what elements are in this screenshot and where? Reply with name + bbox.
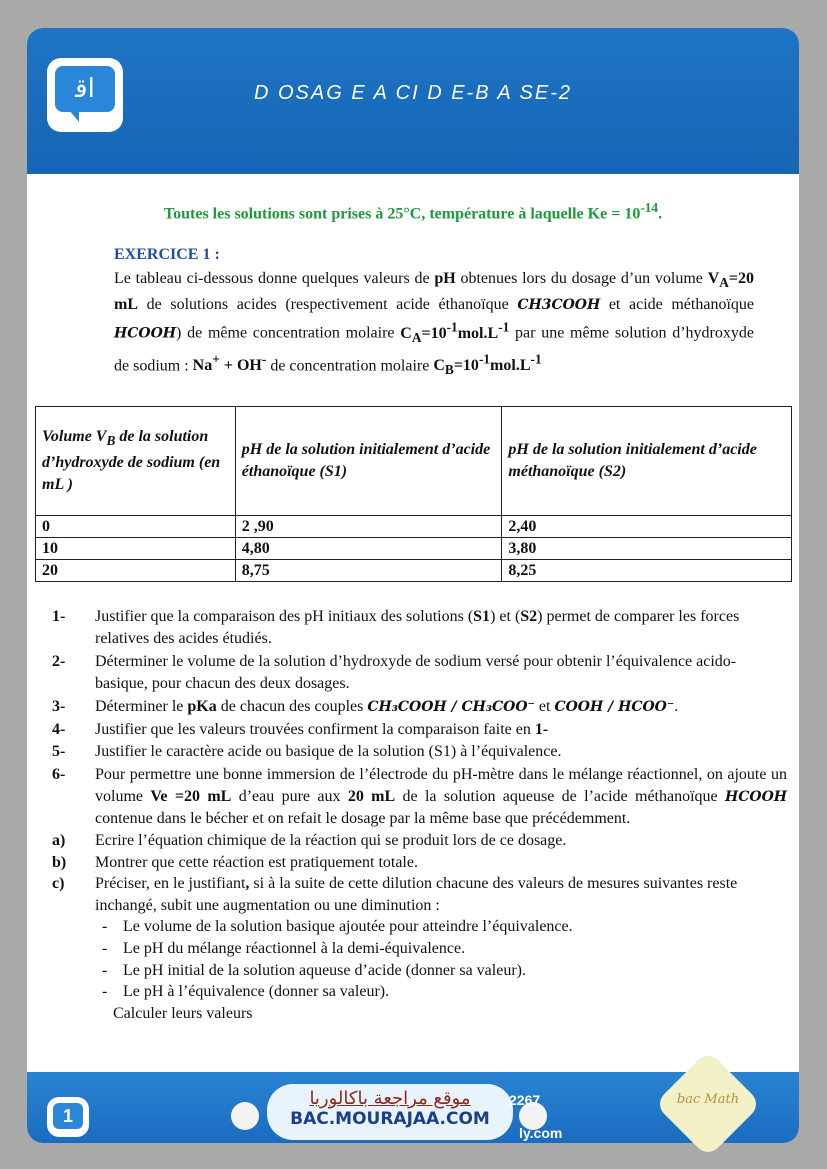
exercise-statement <box>114 268 754 381</box>
page-number: 1 <box>53 1103 83 1129</box>
question-number: 2- <box>52 653 66 671</box>
question-text: Montrer que cette réaction est pratiquement totale. <box>95 853 418 871</box>
acid-ethanoic: CH3COOH <box>517 297 601 314</box>
intro-line <box>27 200 799 223</box>
bullet-text: Le pH initial de la solution aqueuse d’acide (donner sa valeur). <box>123 961 526 979</box>
ion-oh: + OH <box>219 357 262 375</box>
list-item <box>52 960 787 982</box>
speech-bubble-logo-icon: ﺍﻗ <box>55 66 115 112</box>
bullet-dash: - <box>102 939 108 957</box>
intro-text: Toutes les solutions sont prises à 25°C, température à laquelle Ke = 10 <box>163 205 641 223</box>
cb-exp: -1 <box>478 351 491 367</box>
logo-tail-shape <box>69 110 79 122</box>
ion-oh-charge: - <box>261 351 267 367</box>
footer-url-fragment: ly.com <box>519 1125 563 1141</box>
ion-na-charge: + <box>212 351 220 367</box>
question-text: Ecrire l’équation chimique de la réaction qui se produit lors de ce dosage. <box>95 831 567 849</box>
pka-term: pKa <box>187 698 217 716</box>
question-text: d’eau pure aux <box>231 787 348 805</box>
table-cell: 2 ,90 <box>235 516 502 538</box>
ion-na: Na <box>192 357 213 375</box>
table-row <box>36 516 792 538</box>
table-row <box>36 560 792 582</box>
question-letter: a) <box>52 831 66 849</box>
va-symbol: V <box>707 270 720 287</box>
final-instruction: Calculer leurs valeurs <box>113 1004 253 1022</box>
question-text: ) permet de comparer les forces relatives des acides étudiés. <box>95 608 740 647</box>
table-row <box>36 538 792 560</box>
couple-2: COOH / HCOO⁻ <box>554 699 675 716</box>
exercise-title: EXERCICE 1 : <box>114 246 220 263</box>
question-2 <box>52 651 787 694</box>
ca-exp: -1 <box>446 319 458 335</box>
ca-unit-exp: -1 <box>498 319 510 335</box>
page-number-badge <box>47 1097 89 1137</box>
bullet-text: Le pH du mélange réactionnel à la demi-équivalence. <box>123 939 466 957</box>
ph-table <box>35 406 792 582</box>
ca-value: =10 <box>421 324 447 342</box>
question-4 <box>52 719 787 741</box>
solution-s1: S1 <box>473 608 491 625</box>
va-value: =20 mL <box>114 270 755 314</box>
question-c <box>52 873 787 916</box>
statement-text: Le tableau ci-dessous donne quelques valeurs de <box>114 270 435 287</box>
statement-text: ) de même concentration molaire <box>176 324 401 342</box>
question-b <box>52 852 787 874</box>
question-text: si à la suite de cette dilution chacune des valeurs de mesures suivantes reste inchangé, subit une augmentation ou une diminution : <box>95 875 738 914</box>
table-header-row <box>36 407 792 516</box>
header-text: de la solution d’hydroxyde de sodium (en mL ) <box>42 427 221 494</box>
header-sub: B <box>106 433 116 449</box>
bullet-dash: - <box>102 918 108 936</box>
ve-value: Ve =20 mL <box>150 787 232 805</box>
bac-math-badge-text: bac Math <box>676 1092 740 1107</box>
question-number: 1- <box>52 608 66 625</box>
question-5 <box>52 741 787 763</box>
list-item <box>52 916 787 938</box>
questions-list <box>52 606 787 1024</box>
ca-symbol: C <box>400 324 412 342</box>
table-cell: 3,80 <box>502 538 792 560</box>
cb-value: =10 <box>453 357 479 375</box>
statement-text: et acide méthanoïque <box>600 296 755 314</box>
question-text: contenue dans le bécher et on refait le dosage par la même base que précédemment. <box>95 810 631 828</box>
question-text: Préciser, en le justifiant <box>95 875 246 893</box>
question-text: ) et ( <box>490 608 521 625</box>
question-letter: c) <box>52 875 65 893</box>
cb-unit-exp: -1 <box>530 351 542 367</box>
question-text: de la solution aqueuse de l’acide méthanoïque <box>395 787 725 805</box>
bullet-dash: - <box>102 983 108 1001</box>
question-number: 4- <box>52 720 66 738</box>
table-cell: 10 <box>36 538 236 560</box>
table-header-cell: pH de la solution initialement d’acide méthanoïque (S2) <box>502 407 792 516</box>
question-a <box>52 830 787 852</box>
statement-text: par une même solution d’hydroxyde de sodium : <box>114 324 754 375</box>
couple-1: CH₃COOH / CH₃COO⁻ <box>367 699 535 716</box>
footer-number-fragment: 2267 <box>509 1092 541 1108</box>
list-item <box>52 938 787 960</box>
bullet-dash: - <box>102 961 108 979</box>
watermark-url[interactable]: BAC.MOURAJAA.COM <box>290 1109 490 1129</box>
document-page <box>27 28 799 1143</box>
ca-sub: A <box>411 329 422 345</box>
v20-value: 20 mL <box>347 787 396 805</box>
question-text: Justifier que la comparaison des pH initiaux des solutions ( <box>95 608 474 625</box>
header-banner <box>27 28 799 174</box>
statement-text: de concentration molaire <box>266 357 434 375</box>
question-text: Pour permettre une bonne immersion de l’électrode du pH-mètre dans le mélange réactionnel, on ajoute un volume <box>95 766 787 805</box>
table-cell: 8,25 <box>502 560 792 582</box>
bullet-text: Le volume de la solution basique ajoutée pour atteindre l’équivalence. <box>123 918 573 936</box>
page-title: D OSAG E A CI D E-B A SE-2 <box>254 82 572 104</box>
acid-methanoic: HCOOH <box>725 788 787 805</box>
watermark[interactable] <box>267 1084 513 1140</box>
table-cell: 20 <box>36 560 236 582</box>
question-1 <box>52 606 787 649</box>
table-header-cell <box>36 407 236 516</box>
question-number: 3- <box>52 698 66 716</box>
question-number: 5- <box>52 742 66 760</box>
list-item <box>52 981 787 1003</box>
question-text: Déterminer le volume de la solution d’hydroxyde de sodium versé pour obtenir l’équivalence acido-basique, pour chacun des deux dosages. <box>95 653 737 692</box>
table-cell: 4,80 <box>235 538 502 560</box>
bullet-text: Le pH à l’équivalence (donner sa valeur). <box>123 983 390 1001</box>
question-text: Déterminer le <box>95 698 188 716</box>
question-letter: b) <box>52 853 67 871</box>
table-header-cell: pH de la solution initialement d’acide éthanoïque (S1) <box>235 407 502 516</box>
watermark-arabic: موقع مراجعة باكالوريا <box>309 1088 471 1109</box>
question-text: Justifier que les valeurs trouvées confirment la comparaison faite en <box>95 720 535 738</box>
ca-unit: mol.L <box>457 324 499 342</box>
question-text: de chacun des couples <box>216 698 368 716</box>
cb-unit: mol.L <box>490 357 531 375</box>
statement-text: de solutions acides (respectivement acide éthanoïque <box>138 296 518 314</box>
header-text: Volume V <box>42 427 107 445</box>
statement-ph: pH <box>434 270 456 287</box>
question-text: Justifier le caractère acide ou basique de la solution (S1) à l’équivalence. <box>95 742 562 760</box>
table-cell: 8,75 <box>235 560 502 582</box>
decorative-circle-icon <box>231 1102 259 1130</box>
question-text: et <box>534 698 555 716</box>
va-sub: A <box>719 275 729 291</box>
question-3 <box>52 696 787 719</box>
intro-exponent: -14 <box>640 200 659 215</box>
solution-s2: S2 <box>520 608 538 625</box>
table-cell: 0 <box>36 516 236 538</box>
question-ref: 1- <box>534 720 549 738</box>
question-number: 6- <box>52 766 66 784</box>
cb-sub: B <box>444 362 454 378</box>
cb-symbol: C <box>433 357 445 375</box>
question-comma: , <box>245 875 250 893</box>
question-6 <box>52 764 787 830</box>
acid-methanoic: HCOOH <box>114 325 176 342</box>
statement-text: obtenues lors du dosage d’un volume <box>455 270 708 287</box>
question-text: . <box>674 698 679 716</box>
table-cell: 2,40 <box>502 516 792 538</box>
intro-end: . <box>658 205 663 223</box>
